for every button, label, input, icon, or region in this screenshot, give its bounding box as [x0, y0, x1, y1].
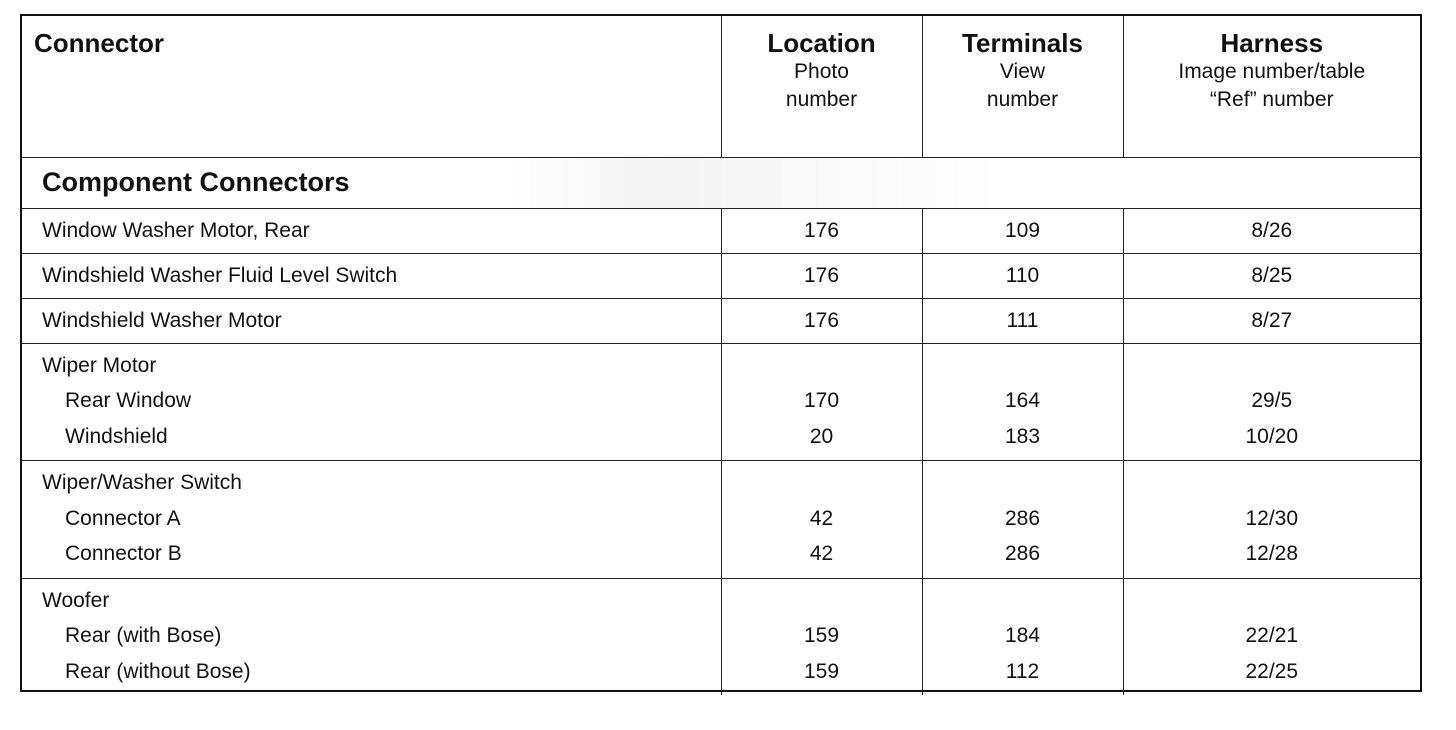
row-harness: 8/25: [1123, 253, 1420, 298]
group-item-terminals: 164: [1004, 389, 1041, 412]
group-locations: [721, 578, 922, 695]
group-item-harness: 29/5: [1251, 389, 1293, 412]
row-harness: 8/27: [1123, 298, 1420, 343]
row-name: Window Washer Motor, Rear: [22, 208, 721, 253]
group-item-terminals: 184: [1004, 624, 1041, 647]
group-item-harness: 10/20: [1245, 424, 1299, 448]
row-location: 176: [721, 253, 922, 298]
group-item-terminals: 112: [1005, 659, 1040, 683]
group-title: Woofer: [42, 588, 110, 612]
group-item-location: 20: [809, 424, 834, 448]
group-item-harness: 12/30: [1245, 506, 1299, 530]
header-connector: Connector: [22, 16, 721, 157]
table-group-row: [22, 343, 1420, 461]
group-item-name: Rear Window: [65, 389, 192, 412]
group-terminals: [922, 461, 1123, 579]
group-locations: [721, 461, 922, 579]
group-item-name: Connector B: [65, 542, 182, 565]
header-harness-title: Harness: [1220, 28, 1324, 58]
group-names: [22, 343, 721, 461]
header-terminals-sub1: View: [999, 60, 1046, 83]
table-group-row: [22, 578, 1420, 695]
group-terminals: [922, 343, 1123, 461]
group-item-harness: 22/25: [1245, 659, 1299, 683]
group-names: [22, 461, 721, 579]
row-terminals: 109: [922, 208, 1123, 253]
header-location: [721, 16, 922, 157]
group-title: Wiper Motor: [42, 353, 157, 377]
group-item-terminals: 286: [1004, 542, 1041, 565]
group-harness: [1123, 578, 1420, 695]
group-item-name: Connector A: [65, 506, 181, 530]
section-title: Component Connectors: [22, 157, 1420, 208]
group-item-name: Rear (without Bose): [65, 659, 251, 683]
group-item-name: Windshield: [65, 424, 168, 448]
connector-table-frame: [20, 14, 1422, 692]
group-locations: [721, 343, 922, 461]
row-name: Windshield Washer Motor: [22, 298, 721, 343]
row-location: 176: [721, 298, 922, 343]
row-terminals: 110: [922, 253, 1123, 298]
group-harness: [1123, 343, 1420, 461]
group-item-location: 159: [803, 624, 840, 647]
group-item-name: Rear (with Bose): [65, 624, 222, 647]
row-location: 176: [721, 208, 922, 253]
row-harness: 8/26: [1123, 208, 1420, 253]
group-title: Wiper/Washer Switch: [42, 471, 242, 494]
group-names: [22, 578, 721, 695]
header-terminals: [922, 16, 1123, 157]
group-item-harness: 22/21: [1245, 624, 1299, 647]
row-terminals: 111: [922, 298, 1123, 343]
table-group-row: [22, 461, 1420, 579]
table-row: [22, 208, 1420, 253]
row-name: Windshield Washer Fluid Level Switch: [22, 253, 721, 298]
header-row: [22, 16, 1420, 157]
header-location-sub2: number: [785, 88, 858, 111]
header-harness: [1123, 16, 1420, 157]
header-location-sub1: Photo: [794, 60, 849, 83]
group-item-terminals: 286: [1004, 506, 1041, 530]
group-item-location: 170: [803, 389, 840, 412]
group-terminals: [922, 578, 1123, 695]
header-location-title: Location: [767, 28, 876, 58]
group-harness: [1123, 461, 1420, 579]
table-row: [22, 298, 1420, 343]
connector-table: [22, 16, 1420, 695]
group-item-location: 42: [809, 506, 834, 530]
group-item-terminals: 183: [1004, 424, 1041, 448]
group-item-location: 159: [803, 659, 840, 683]
header-terminals-sub2: number: [986, 88, 1059, 111]
table-row: [22, 253, 1420, 298]
header-terminals-title: Terminals: [962, 28, 1083, 58]
group-item-location: 42: [809, 542, 834, 565]
group-item-harness: 12/28: [1245, 542, 1299, 565]
header-harness-sub1: Image number/table: [1178, 60, 1366, 83]
header-harness-sub2: “Ref” number: [1209, 88, 1334, 111]
section-row: [22, 157, 1420, 208]
